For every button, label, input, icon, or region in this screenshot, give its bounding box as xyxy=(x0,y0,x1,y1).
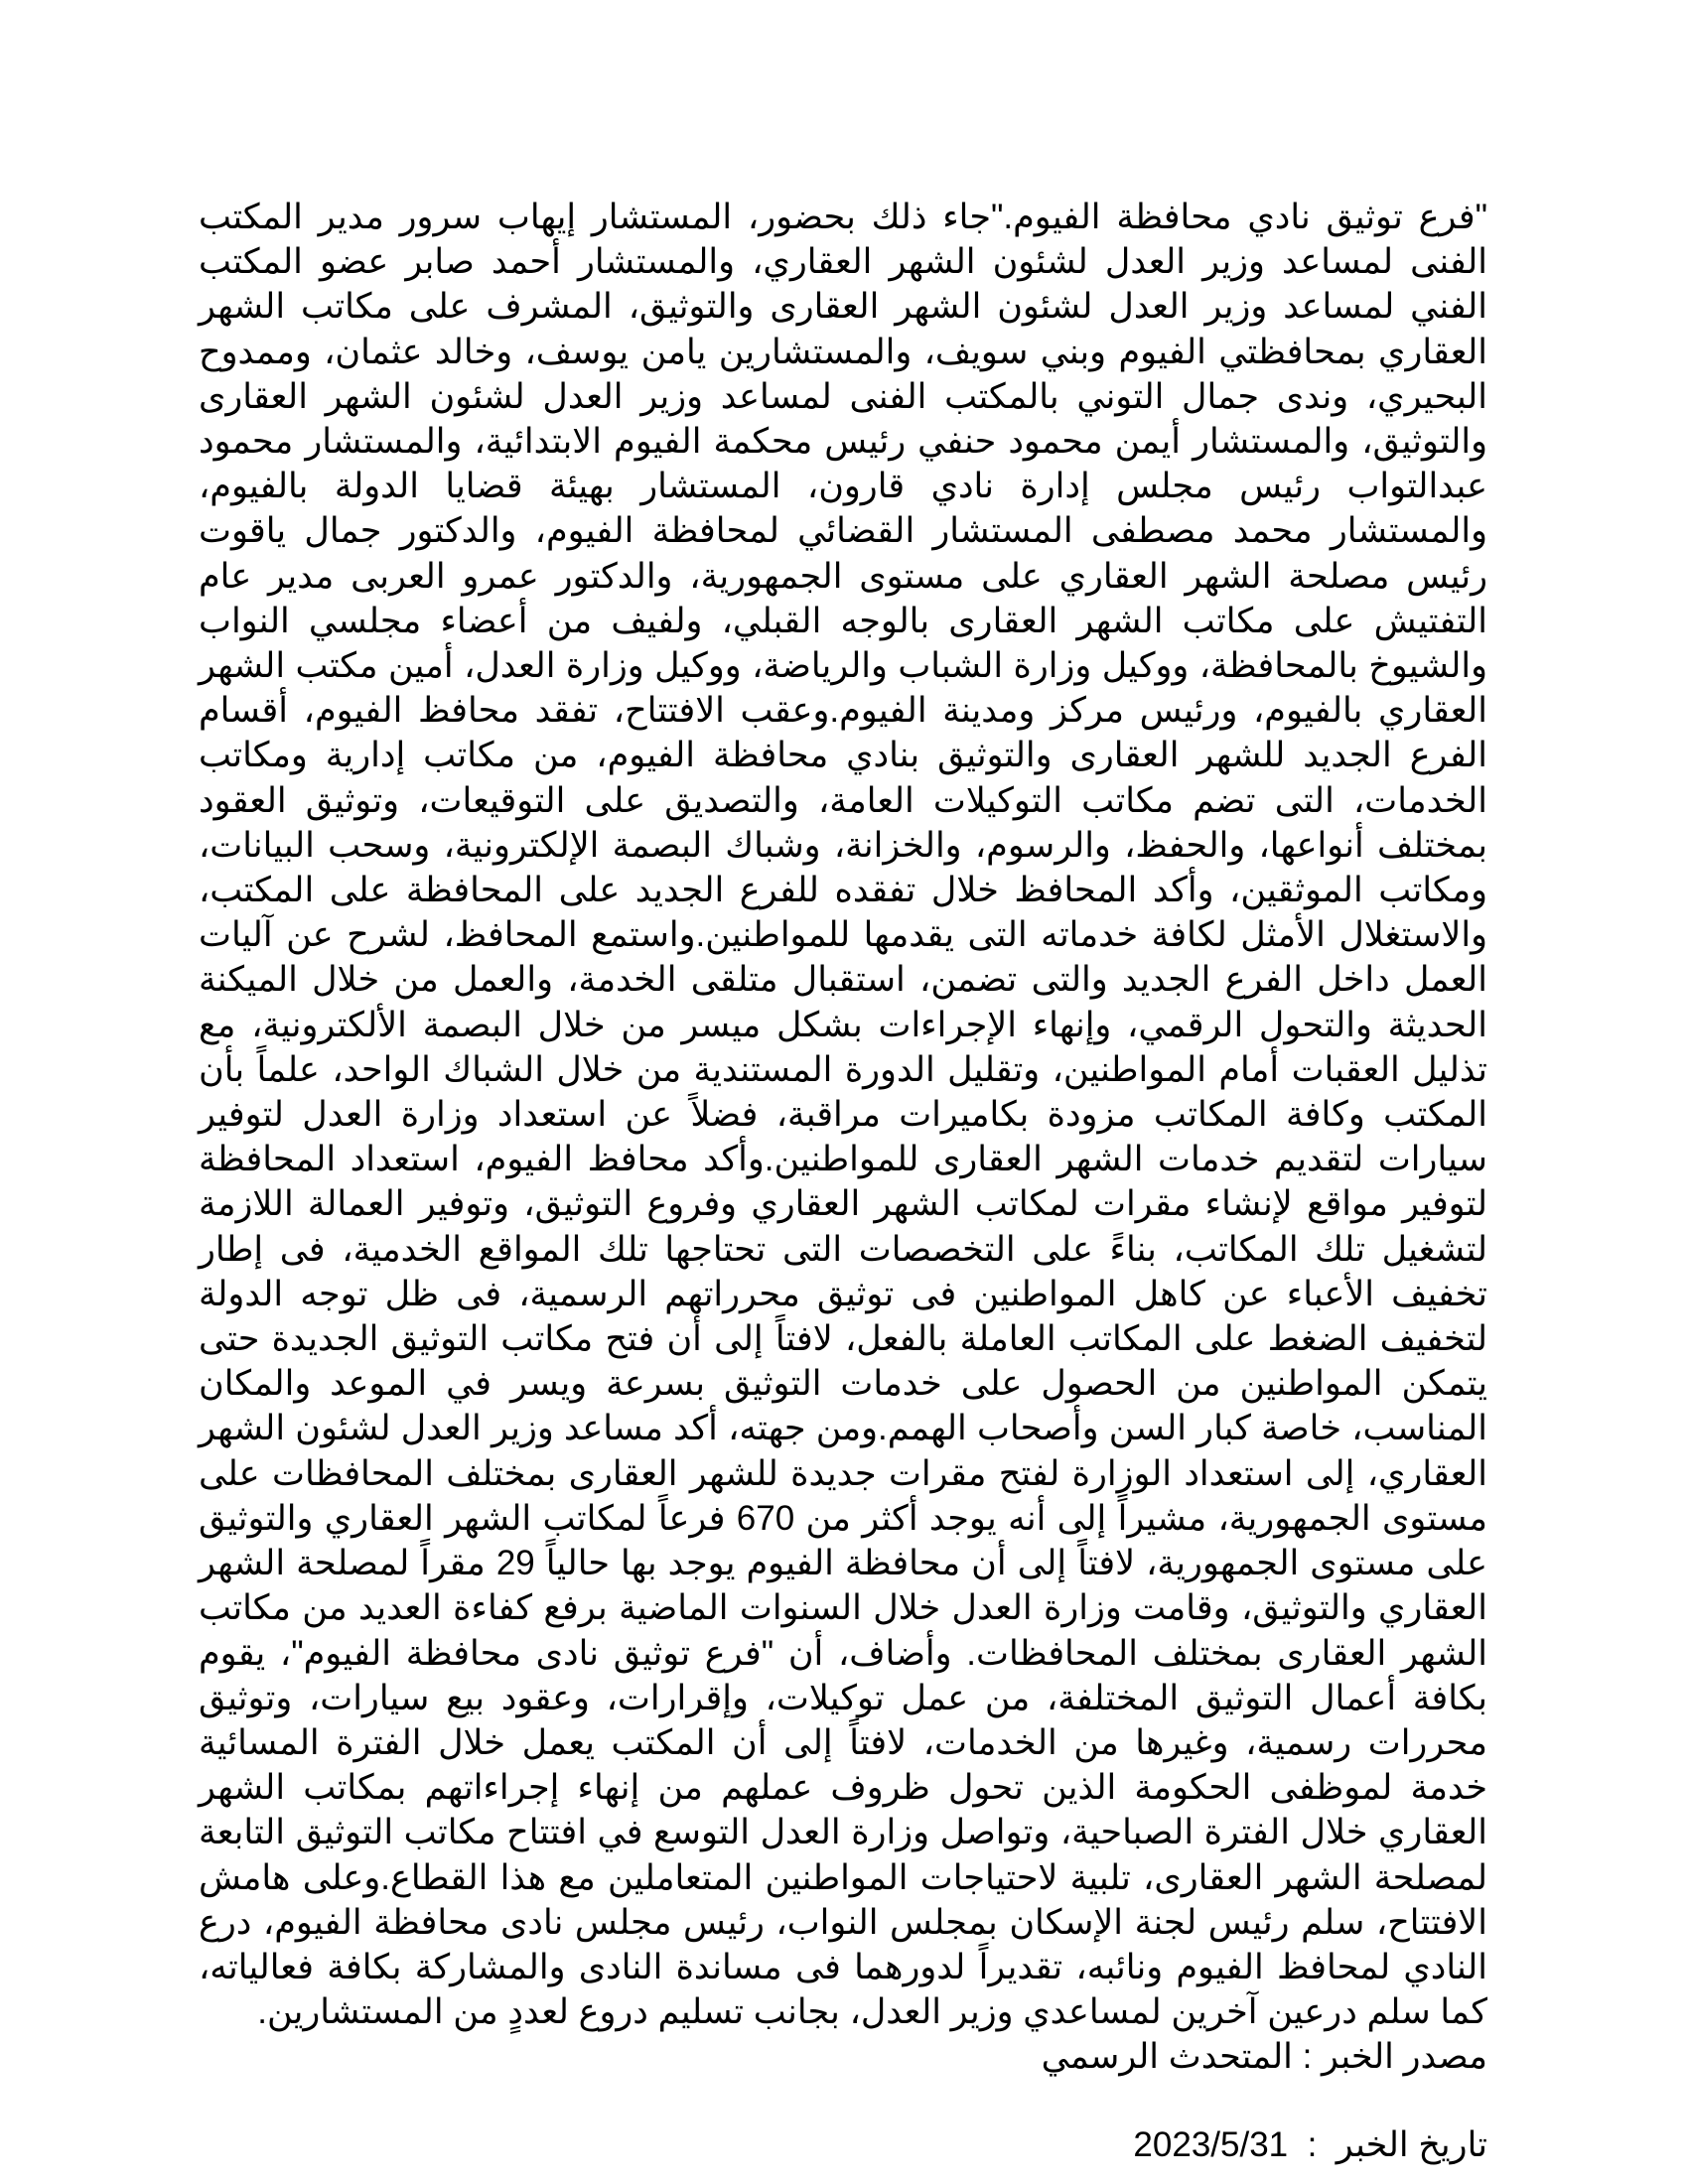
date-value: 2023/5/31 xyxy=(1133,2125,1289,2165)
article-body: "فرع توثيق نادي محافظة الفيوم."جاء ذلك بحضور، المستشار إيهاب سرور مدير المكتب الفنى لمساعد وزير العدل لشئون الشهر العقاري، والمستشار أحمد صابر عضو المكتب الفني لمساعد وزير العدل لشئون الشهر العقارى والتوثيق، المشرف على مكاتب الشهر العقاري بمحافظتي الفيوم وبني سويف، والمستشارين يامن يوسف، وخالد عثمان، وممدوح البحيري، وندى جمال التوني بالمكتب الفنى لمساعد وزير العدل لشئون الشهر العقارى والتوثيق، والمستشار أيمن محمود حنفي رئيس محكمة الفيوم الابتدائية، والمستشار محمود عبدالتواب رئيس مجلس إدارة نادي قارون، المستشار بهيئة قضايا الدولة بالفيوم، والمستشار محمد مصطفى المستشار القضائي لمحافظة الفيوم، والدكتور جمال ياقوت رئيس مصلحة الشهر العقاري على مستوى الجمهورية، والدكتور عمرو العربى مدير عام التفتيش على مكاتب الشهر العقارى بالوجه القبلي، ولفيف من أعضاء مجلسي النواب والشيوخ بالمحافظة، ووكيل وزارة الشباب والرياضة، ووكيل وزارة العدل، أمين مكتب الشهر العقاري بالفيوم، ورئيس مركز ومدينة الفيوم.وعقب الافتتاح، تفقد محافظ الفيوم، أقسام الفرع الجديد للشهر العقارى والتوثيق بنادي محافظة الفيوم، من مكاتب إدارية ومكاتب الخدمات، التى تضم مكاتب التوكيلات العامة، والتصديق على التوقيعات، وتوثيق العقود بمختلف أنواعها، والحفظ، والرسوم، والخزانة، وشباك البصمة الإلكترونية، وسحب البيانات، ومكاتب الموثقين، وأكد المحافظ خلال تفقده للفرع الجديد على المحافظة على المكتب، والاستغلال الأمثل لكافة خدماته التى يقدمها للمواطنين.واستمع المحافظ، لشرح عن آليات العمل داخل الفرع الجديد والتى تضمن، استقبال متلقى الخدمة، والعمل من خلال الميكنة الحديثة والتحول الرقمي، وإنهاء الإجراءات بشكل ميسر من خلال البصمة الألكترونية، مع تذليل العقبات أمام المواطنين، وتقليل الدورة المستندية من خلال الشباك الواحد، علماً بأن المكتب وكافة المكاتب مزودة بكاميرات مراقبة، فضلاً عن استعداد وزارة العدل لتوفير سيارات لتقديم خدمات الشهر العقارى للمواطنين.وأكد محافظ الفيوم، استعداد المحافظة لتوفير مواقع لإنشاء مقرات لمكاتب الشهر العقاري وفروع التوثيق، وتوفير العمالة اللازمة لتشغيل تلك المكاتب، بناءً على التخصصات التى تحتاجها تلك المواقع الخدمية، فى إطار تخفيف الأعباء عن كاهل المواطنين فى توثيق محرراتهم الرسمية، فى ظل توجه الدولة لتخفيف الضغط على المكاتب العاملة بالفعل، لافتاً إلى أن فتح مكاتب التوثيق الجديدة حتى يتمكن المواطنين من الحصول على خدمات التوثيق بسرعة ويسر في الموعد والمكان المناسب، خاصة كبار السن وأصحاب الهمم.ومن جهته، أكد مساعد وزير العدل لشئون الشهر العقاري، إلى استعداد الوزارة لفتح مقرات جديدة للشهر العقارى بمختلف المحافظات على مستوى الجمهورية، مشيراً إلى أنه يوجد أكثر من 670 فرعاً لمكاتب الشهر العقاري والتوثيق على مستوى الجمهورية، لافتاً إلى أن محافظة الفيوم يوجد بها حالياً 29 مقراً لمصلحة الشهر العقاري والتوثيق، وقامت وزارة العدل خلال السنوات الماضية برفع كفاءة العديد من مكاتب الشهر العقارى بمختلف المحافظات. وأضاف، أن "فرع توثيق نادى محافظة الفيوم"، يقوم بكافة أعمال التوثيق المختلفة، من عمل توكيلات، وإقرارات، وعقود بيع سيارات، وتوثيق محررات رسمية، وغيرها من الخدمات، لافتاً إلى أن المكتب يعمل خلال الفترة المسائية خدمة لموظفى الحكومة الذين تحول ظروف عملهم من إنهاء إجراءاتهم بمكاتب الشهر العقاري خلال الفترة الصباحية، وتواصل وزارة العدل التوسع في افتتاح مكاتب التوثيق التابعة لمصلحة الشهر العقارى، تلبية لاحتياجات المواطنين المتعاملين مع هذا القطاع.وعلى هامش الافتتاح، سلم رئيس لجنة الإسكان بمجلس النواب، رئيس مجلس نادى محافظة الفيوم، درع النادي لمحافظ الفيوم ونائبه، تقديراً لدورهما فى مساندة النادى والمشاركة بكافة فعالياته، كما سلم درعين آخرين لمساعدي وزير العدل، بجانب تسليم دروع لعددٍ من المستشارين. xyxy=(199,198,1487,2032)
source-label: مصدر الخبر xyxy=(1322,2037,1487,2077)
news-source-line xyxy=(199,2034,1487,2079)
article-page xyxy=(199,195,1487,2167)
date-separator: : xyxy=(1288,2125,1336,2165)
news-date-line xyxy=(199,2122,1487,2167)
source-value: المتحدث الرسمي xyxy=(1041,2037,1293,2077)
date-label: تاريخ الخبر xyxy=(1336,2125,1487,2165)
source-separator: : xyxy=(1292,2037,1323,2077)
